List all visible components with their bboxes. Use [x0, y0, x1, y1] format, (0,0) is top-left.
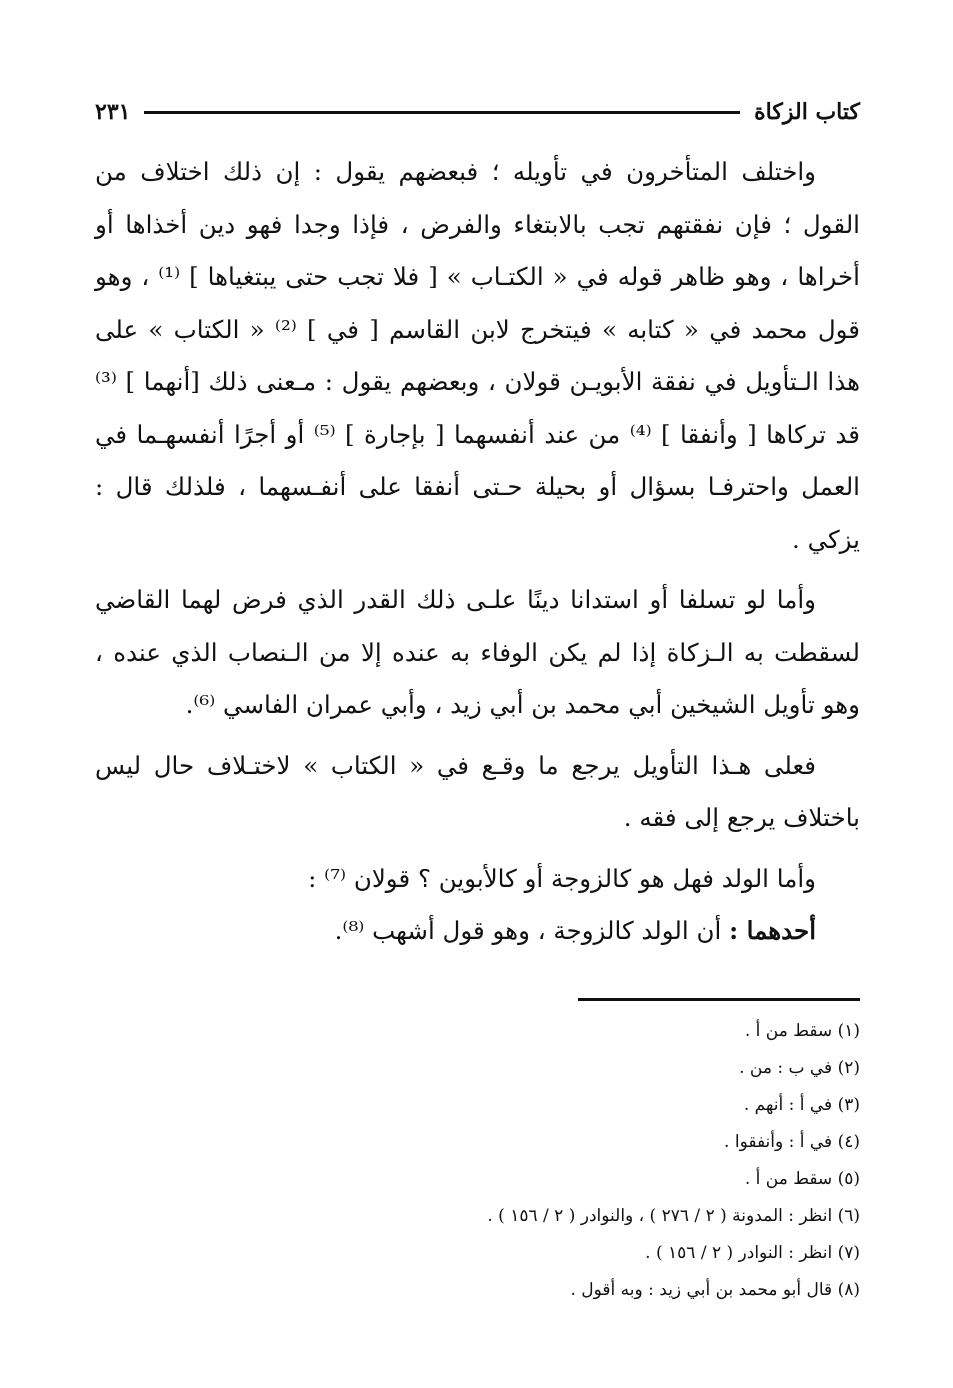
book-page: [95, 92, 860, 1309]
header-rule: [144, 111, 740, 114]
footnote: (٢) في ب : من .: [739, 1057, 860, 1078]
paragraph: [95, 574, 860, 732]
answer-line: [95, 905, 860, 958]
footnotes: [95, 1013, 860, 1309]
footnote: (٦) انظر : المدونة ( ٢ / ٢٧٦ ) ، والنوادر ( ٢ / ١٥٦ ) .: [487, 1205, 860, 1226]
footnote: (٧) انظر : النوادر ( ٢ / ١٥٦ ) .: [645, 1242, 860, 1263]
running-header: [95, 92, 860, 132]
paragraph-text: واختلف المتأخرون في تأويله ؛ فبعضهم يقول : إن ذلك اختلاف من القول ؛ فإن نفقتهم تجب بالابتغاء والفرض ، فإذا وجدا فهو دين أخذاها أو أخراها ، وهو ظاهر قوله في « الكتـاب » [ فلا تجب حتى يبتغياها ] ⁽¹⁾ ، وهو قول محمد في « كتابه » فيتخرج لابن القاسم [ في ] ⁽²⁾ « الكتاب » على هذا الـتأويل في نفقة الأبويـن قولان ، وبعضهم يقول : مـعنى ذلك [أنهما ] ⁽³⁾ قد تركاها [ وأنفقا ] ⁽⁴⁾ من عند أنفسهما [ بإجارة ] ⁽⁵⁾ أو أجرًا أنفسهـما في العمل واحترفـا بسؤال أو بحيلة حـتى أنفقا على أنفـسهما ، فلذلك قال : يزكي .: [95, 157, 860, 554]
paragraph: [95, 146, 860, 566]
answer-lead: أحدهما :: [729, 916, 816, 945]
page-number: ٢٣١: [95, 99, 131, 125]
question-line: [95, 853, 860, 906]
paragraph-text: وأما لو تسلفا أو استدانا دينًا علـى ذلك القدر الذي فرض لهما القاضي لسقطت به الـزكاة إذا لم يكن الوفاء به عنده إلا من الـنصاب الذي عنده ، وهو تأويل الشيخين أبي محمد بن أبي زيد ، وأبي عمران الفاسي ⁽⁶⁾.: [95, 585, 860, 719]
paragraph-text: فعلى هـذا التأويل يرجع ما وقـع في « الكتاب » لاختـلاف حال ليس باختلاف يرجع إلى فقه .: [95, 750, 860, 832]
main-text: [95, 146, 860, 958]
footnote: (٥) سقط من أ .: [744, 1168, 860, 1189]
footnote: (٤) في أ : وأنفقوا .: [724, 1131, 860, 1152]
footnote: (٨) قال أبو محمد بن أبي زيد : وبه أقول .: [570, 1279, 860, 1300]
question-text: وأما الولد فهل هو كالزوجة أو كالأبوين ؟ قولان ⁽⁷⁾ :: [308, 863, 816, 893]
paragraph: [95, 740, 860, 845]
footnote-separator: [578, 998, 860, 1001]
footnote: (١) سقط من أ .: [744, 1020, 860, 1041]
chapter-title: كتاب الزكاة: [754, 99, 860, 125]
answer-text: أن الولد كالزوجة ، وهو قول أشهب ⁽⁸⁾.: [334, 916, 730, 945]
footnote: (٣) في أ : أنهم .: [743, 1094, 860, 1115]
